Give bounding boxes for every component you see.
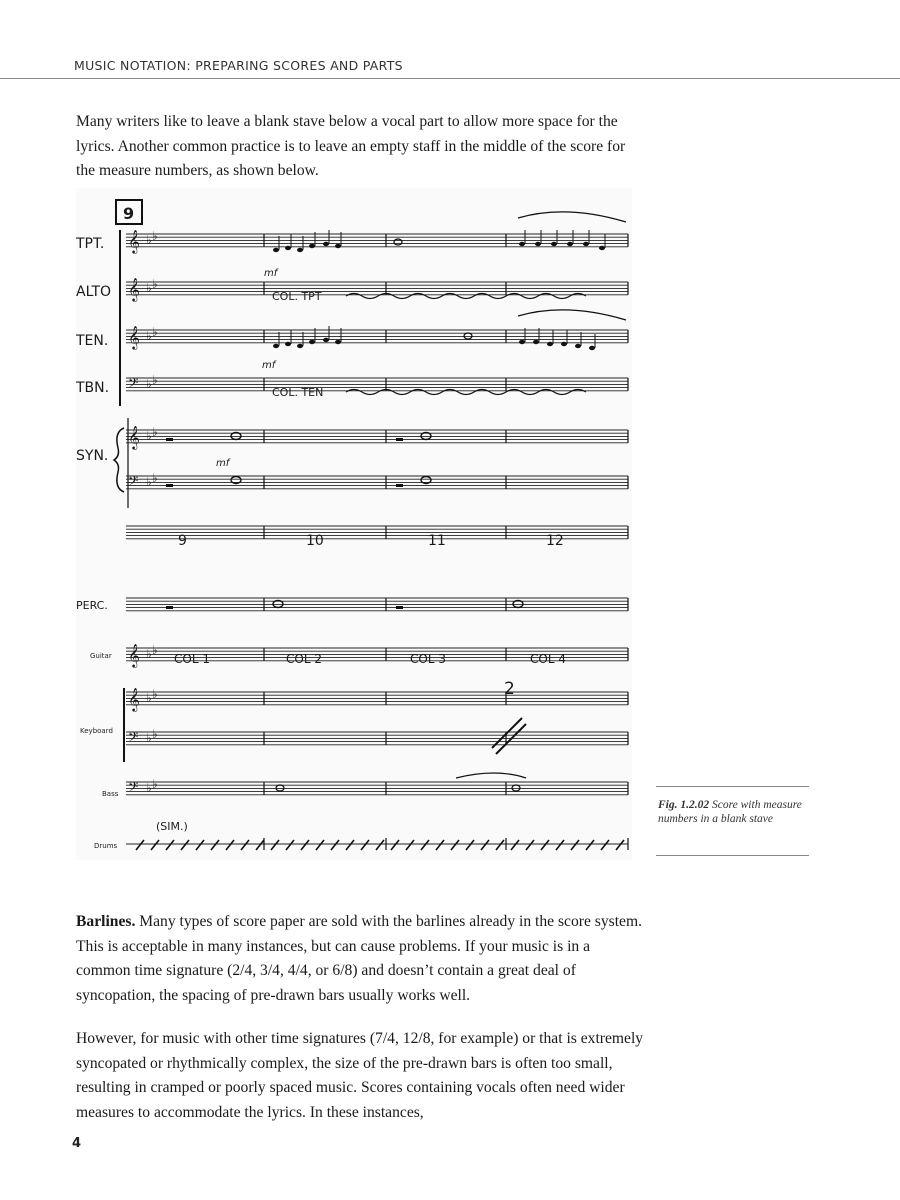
rest-0	[166, 438, 173, 441]
treble-clef-2: 𝄞	[128, 325, 140, 349]
note-head-3	[309, 244, 315, 248]
drum-slash-465	[541, 840, 549, 850]
col-tpt-wavy-line	[346, 294, 586, 299]
note-head-12	[519, 242, 525, 246]
key-flat-a-7: ♭	[146, 691, 152, 705]
label-ten: TEN.	[76, 333, 109, 349]
guitar-col-4: COL 4	[530, 652, 566, 666]
note-head-0	[273, 248, 279, 252]
rest-2	[166, 606, 173, 609]
key-flat-b-1: ♭	[152, 277, 158, 291]
label-keyboard: Keyboard	[80, 727, 113, 735]
key-flat-b-3: ♭	[152, 373, 158, 387]
page-number: 4	[72, 1136, 82, 1151]
key-flat-a-5: ♭	[146, 475, 152, 489]
score-svg	[76, 188, 632, 860]
note-head-9	[309, 340, 315, 344]
note-head-18	[519, 340, 525, 344]
key-flat-a-2: ♭	[146, 329, 152, 343]
key-flat-b-6: ♭	[152, 643, 158, 657]
col-ten-wavy-line	[346, 390, 586, 395]
caption-label: Fig. 1.2.02	[658, 799, 710, 811]
treble-clef-4: 𝄞	[128, 643, 140, 667]
note-head-4	[323, 242, 329, 246]
drum-slash-195	[271, 840, 279, 850]
note-head-10	[323, 338, 329, 342]
key-flat-a-1: ♭	[146, 281, 152, 295]
drum-slash-375	[451, 840, 459, 850]
label-tpt: TPT.	[76, 236, 105, 252]
key-flat-b-5: ♭	[152, 471, 158, 485]
drum-slash-345	[421, 840, 429, 850]
key-flat-a-6: ♭	[146, 647, 152, 661]
drum-slash-420	[496, 840, 504, 850]
drum-slash-225	[301, 840, 309, 850]
dynamic-ten: mf	[262, 360, 276, 371]
note-head-5	[335, 244, 341, 248]
drum-slash-150	[226, 840, 234, 850]
note-head-16	[583, 242, 589, 246]
treble-clef-0: 𝄞	[128, 229, 140, 253]
rest-5	[396, 606, 403, 609]
drum-slash-480	[556, 840, 564, 850]
note-head-11	[335, 340, 341, 344]
label-tbn: TBN.	[76, 380, 110, 396]
intro-paragraph: Many writers like to leave a blank stave below a vocal part to allow more space for the lyrics. Another common practice is to leave an empty staff in the middle of the score for the measure numbers, as shown below.	[76, 113, 626, 179]
bass-clef-1: 𝄢	[128, 473, 139, 492]
label-drums: Drums	[94, 842, 118, 850]
note-head-8	[297, 344, 303, 348]
measure-number-9: 9	[178, 533, 187, 549]
drum-slash-90	[166, 840, 174, 850]
drum-slash-105	[181, 840, 189, 850]
bass-clef-3: 𝄢	[128, 779, 139, 798]
treble-clef-5: 𝄞	[128, 687, 140, 711]
half-note-0	[394, 239, 402, 245]
label-syn: SYN.	[76, 448, 109, 464]
dynamic-syn: mf	[216, 458, 230, 469]
caption-text: Score with measure numbers in a blank stave	[658, 799, 802, 825]
drum-slash-510	[586, 840, 594, 850]
drum-slash-360	[436, 840, 444, 850]
note-head-6	[273, 344, 279, 348]
drum-slash-315	[391, 840, 399, 850]
note-head-17	[599, 246, 605, 250]
treble-clef-3: 𝄞	[128, 425, 140, 449]
key-flat-a-3: ♭	[146, 377, 152, 391]
score-figure	[76, 188, 632, 860]
note-head-22	[575, 344, 581, 348]
rest-4	[396, 484, 403, 487]
key-flat-a-4: ♭	[146, 429, 152, 443]
drum-slash-450	[526, 840, 534, 850]
bass-tie	[456, 773, 526, 778]
tpt-phrase-slur	[518, 212, 626, 222]
figure-caption	[658, 798, 808, 826]
label-guitar: Guitar	[90, 652, 112, 660]
drum-slash-210	[286, 840, 294, 850]
key-flat-b-4: ♭	[152, 425, 158, 439]
drum-slash-270	[346, 840, 354, 850]
drum-slash-525	[601, 840, 609, 850]
key-flat-a-8: ♭	[146, 731, 152, 745]
note-head-15	[567, 242, 573, 246]
note-head-23	[589, 346, 595, 350]
rest-3	[396, 438, 403, 441]
note-head-13	[535, 242, 541, 246]
col-ten-text: COL. TEN	[272, 386, 324, 399]
key-flat-b-8: ♭	[152, 727, 158, 741]
key-flat-a-9: ♭	[146, 781, 152, 795]
note-head-1	[285, 246, 291, 250]
barlines-heading: Barlines.	[76, 913, 136, 930]
caption-bottom-rule	[656, 855, 809, 856]
drum-slash-240	[316, 840, 324, 850]
bass-clef-0: 𝄢	[128, 375, 139, 394]
syn-brace	[114, 428, 124, 492]
rest-1	[166, 484, 173, 487]
note-head-7	[285, 342, 291, 346]
repeat-count: 2	[504, 679, 515, 699]
drum-slash-120	[196, 840, 204, 850]
col-tpt-text: COL. TPT	[272, 290, 322, 303]
drum-slash-75	[151, 840, 159, 850]
however-paragraph: However, for music with other time signatures (7/4, 12/8, for example) or that is extremely syncopated or rhythmically complex, the size of the pre-drawn bars is often too small, resulting in cramped or poorly spaced music. Scores containing vocals often need wider measures to accommodate the lyrics. In these instances,	[76, 1030, 644, 1121]
drum-slash-330	[406, 840, 414, 850]
rehearsal-mark: 9	[123, 204, 135, 223]
barlines-paragraph	[76, 910, 646, 1008]
guitar-col-2: COL 2	[286, 652, 322, 666]
drum-slash-60	[136, 840, 144, 850]
bass-clef-2: 𝄢	[128, 729, 139, 748]
drum-slash-165	[241, 840, 249, 850]
note-head-20	[547, 342, 553, 346]
header-rule	[0, 78, 900, 79]
note-head-14	[551, 242, 557, 246]
label-perc: PERC.	[76, 599, 108, 612]
drum-slash-405	[481, 840, 489, 850]
treble-clef-1: 𝄞	[128, 277, 140, 301]
drum-slash-180	[256, 840, 264, 850]
measure-number-11: 11	[428, 533, 446, 549]
key-flat-b-7: ♭	[152, 687, 158, 701]
sim-marking: (SIM.)	[156, 820, 188, 833]
drum-slash-390	[466, 840, 474, 850]
caption-top-rule	[656, 786, 809, 787]
guitar-col-1: COL 1	[174, 652, 210, 666]
guitar-col-3: COL 3	[410, 652, 446, 666]
key-flat-b-0: ♭	[152, 229, 158, 243]
dynamic-tpt: mf	[264, 268, 278, 279]
ten-phrase-slur	[518, 310, 626, 320]
drum-slash-285	[361, 840, 369, 850]
label-alto: ALTO	[76, 284, 112, 300]
key-flat-b-2: ♭	[152, 325, 158, 339]
note-head-2	[297, 248, 303, 252]
note-head-19	[533, 340, 539, 344]
drum-slash-255	[331, 840, 339, 850]
barlines-body: Many types of score paper are sold with the barlines already in the score system. This is acceptable in many instances, but can cause problems. If your music is in a common time signature (2/4, 3/4, 4/4, or 6/8) and doesn’t contain a great deal of syncopation, the spacing of pre-drawn bars usually works well.	[76, 913, 643, 1004]
key-flat-a-0: ♭	[146, 233, 152, 247]
drum-slash-135	[211, 840, 219, 850]
running-header: MUSIC NOTATION: PREPARING SCORES AND PARTS	[74, 58, 403, 73]
drum-slash-300	[376, 840, 384, 850]
drum-slash-540	[616, 840, 624, 850]
measure-number-12: 12	[546, 533, 564, 549]
key-flat-b-9: ♭	[152, 777, 158, 791]
drum-slash-495	[571, 840, 579, 850]
drum-slash-435	[511, 840, 519, 850]
measure-number-10: 10	[306, 533, 324, 549]
label-bass: Bass	[102, 790, 119, 798]
note-head-21	[561, 342, 567, 346]
